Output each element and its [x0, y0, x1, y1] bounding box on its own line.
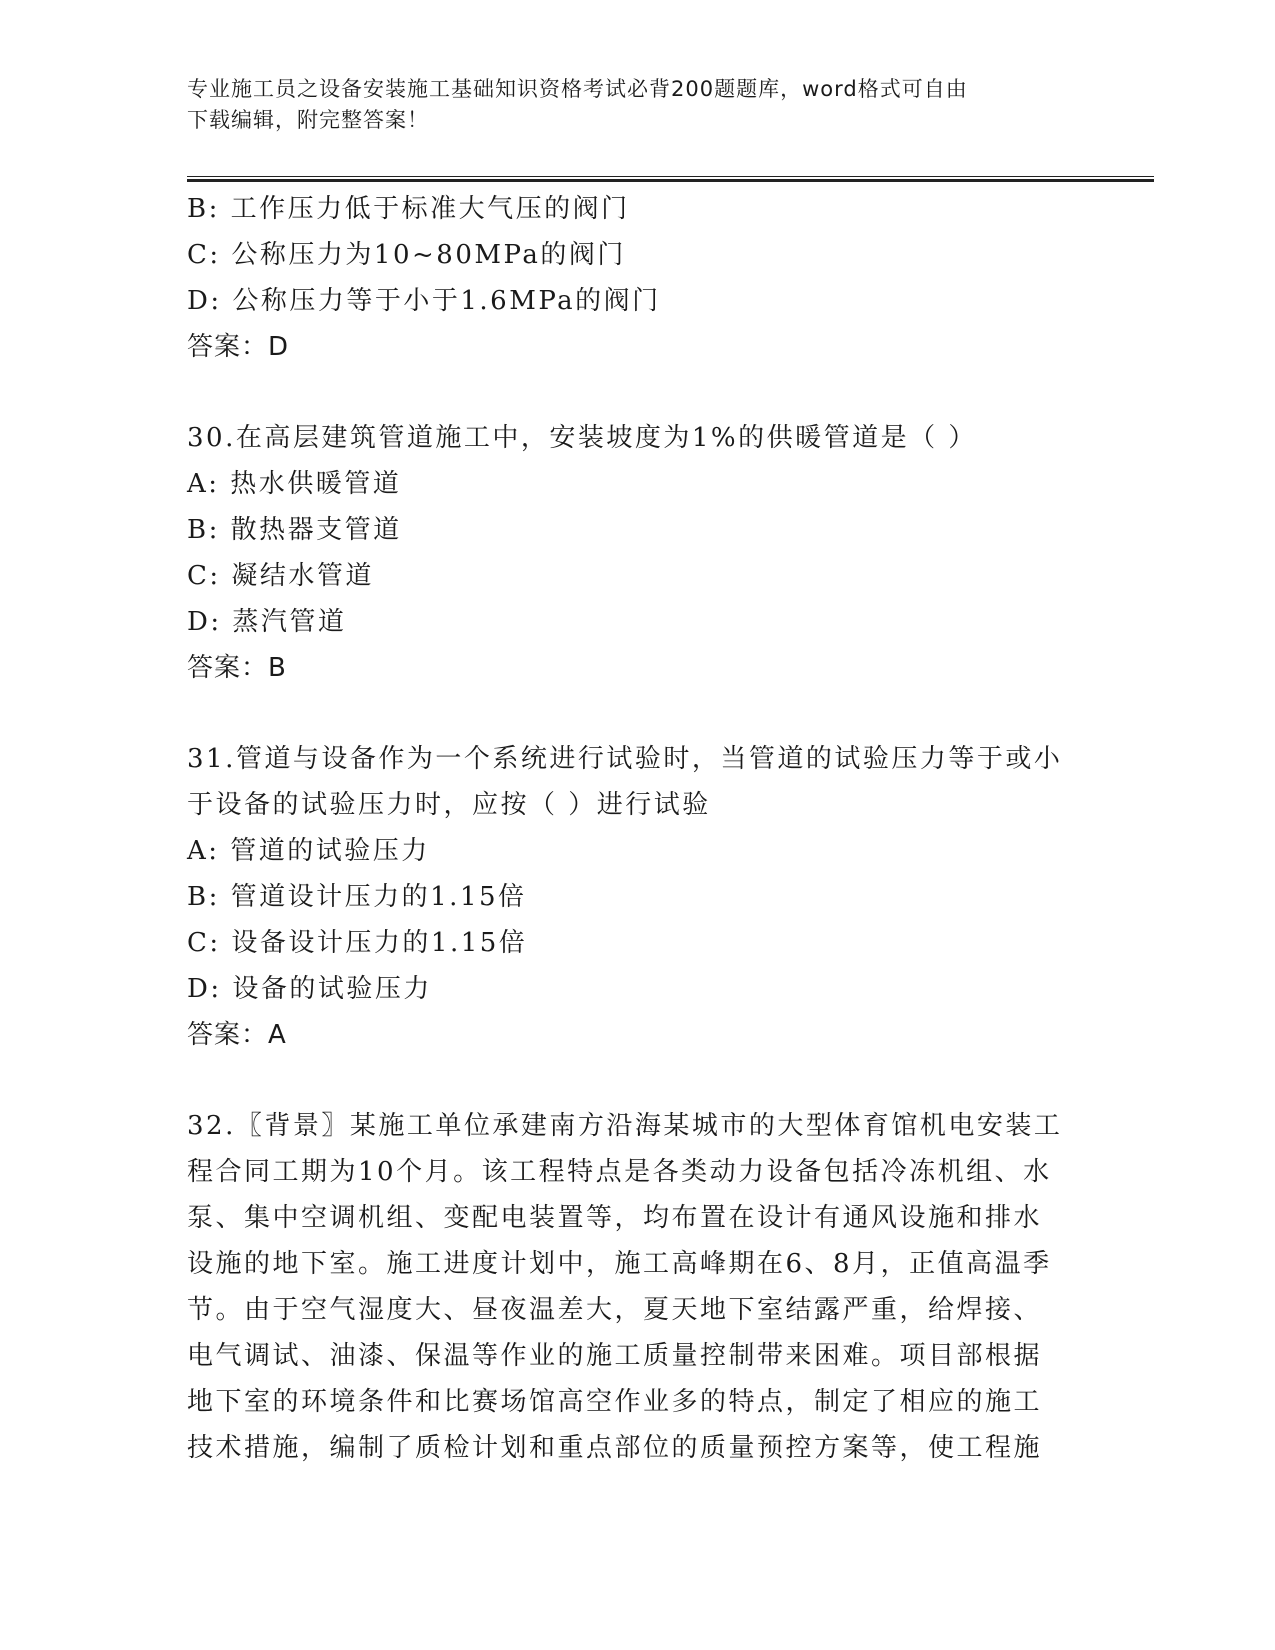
paragraph-line: 设施的地下室。施工进度计划中，施工高峰期在6、8月，正值高温季 — [187, 1249, 1052, 1279]
question-text-line-1: 31.管道与设备作为一个系统进行试验时，当管道的试验压力等于或小 — [187, 744, 1063, 774]
option-d: D: 蒸汽管道 — [187, 607, 347, 637]
option-b: B: 散热器支管道 — [187, 515, 402, 545]
answer-line: 答案：D — [187, 332, 290, 362]
header-line-2: 下载编辑，附完整答案！ — [187, 108, 429, 132]
option-b: B: 管道设计压力的1.15倍 — [187, 882, 527, 912]
paragraph-line: 32.〖背景〗某施工单位承建南方沿海某城市的大型体育馆机电安装工 — [187, 1111, 1063, 1141]
question-content — [187, 186, 1087, 1471]
question-32-block — [187, 1103, 1087, 1471]
question-text: 30.在高层建筑管道施工中，安装坡度为1%的供暖管道是（ ） — [187, 423, 977, 453]
answer-line: 答案：A — [187, 1020, 287, 1050]
question-text-line-2: 于设备的试验压力时，应按（ ）进行试验 — [187, 790, 711, 820]
paragraph-line: 程合同工期为10个月。该工程特点是各类动力设备包括冷冻机组、水 — [187, 1157, 1052, 1187]
paragraph-line: 电气调试、油漆、保温等作业的施工质量控制带来困难。项目部根据 — [187, 1341, 1043, 1371]
option-b: B: 工作压力低于标准大气压的阀门 — [187, 194, 630, 224]
option-c: C: 设备设计压力的1.15倍 — [187, 928, 528, 958]
header-divider — [187, 176, 1154, 182]
option-d: D: 设备的试验压力 — [187, 974, 432, 1004]
document-header — [187, 74, 1087, 136]
option-c: C: 公称压力为10~80MPa的阀门 — [187, 240, 626, 270]
option-a: A: 热水供暖管道 — [187, 469, 402, 499]
paragraph-line: 节。由于空气湿度大、昼夜温差大，夏天地下室结露严重，给焊接、 — [187, 1295, 1043, 1325]
question-30-block — [187, 415, 1087, 691]
answer-line: 答案：B — [187, 653, 287, 683]
question-29-block — [187, 186, 1087, 370]
question-31-block — [187, 736, 1087, 1058]
paragraph-line: 泵、集中空调机组、变配电装置等，均布置在设计有通风设施和排水 — [187, 1203, 1043, 1233]
paragraph-line: 地下室的环境条件和比赛场馆高空作业多的特点，制定了相应的施工 — [187, 1387, 1043, 1417]
option-a: A: 管道的试验压力 — [187, 836, 430, 866]
paragraph-line: 技术措施，编制了质检计划和重点部位的质量预控方案等，使工程施 — [187, 1433, 1043, 1463]
header-line-1: 专业施工员之设备安装施工基础知识资格考试必背200题题库，word格式可自由 — [187, 77, 968, 101]
option-d: D: 公称压力等于小于1.6MPa的阀门 — [187, 286, 661, 316]
option-c: C: 凝结水管道 — [187, 561, 374, 591]
